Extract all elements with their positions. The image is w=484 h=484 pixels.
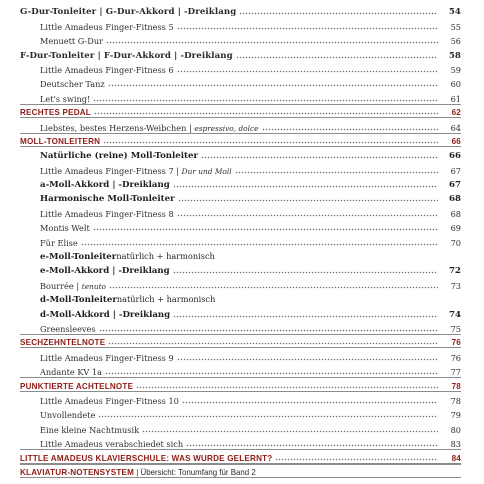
toc-page-number: 67 [438,166,461,176]
toc-entry-row[interactable] [20,75,461,89]
toc-entry-title-text: d-Moll-Tonleiter [40,295,117,306]
separator: | [186,122,195,133]
dot-leader [177,352,438,362]
toc-entry-title-text: Greensleeves [40,323,96,334]
toc-entry-title [40,22,177,32]
toc-section-row[interactable] [20,449,461,463]
toc-page-number: 55 [438,22,461,32]
toc-entry-title [40,123,262,133]
toc-entry-title-text: G-Dur-Tonleiter | G-Dur-Akkord | -Dreiklang [20,7,237,18]
toc-entry-title [40,223,93,233]
toc-entry-row[interactable] [20,204,461,218]
toc-page-number: 61 [438,94,461,104]
table-of-contents [20,3,461,478]
toc-entry-title-text: RECHTES PEDAL [20,108,91,118]
dot-leader [93,93,438,103]
toc-entry-row[interactable] [20,262,461,276]
toc-entry-row[interactable] [20,276,461,290]
dot-leader [275,452,438,462]
toc-page-number: 72 [438,266,461,276]
dot-leader [99,323,438,333]
toc-page-number: 70 [438,238,461,248]
toc-entry-row[interactable] [20,17,461,31]
toc-entry-title [40,294,218,305]
toc-entry-title-text: F-Dur-Tonleiter | F-Dur-Akkord | -Dreiklang [20,50,233,61]
dot-leader [103,135,438,145]
toc-page-number: 84 [438,454,461,463]
toc-entry-title [40,425,142,435]
toc-entry-title [40,324,99,334]
toc-entry-title-text: Little Amadeus Finger-Fitness 6 [40,64,174,75]
toc-entry-title [40,396,182,406]
toc-entry-title [40,166,235,176]
toc-section-row[interactable] [20,133,461,147]
toc-entry-row[interactable] [20,406,461,420]
toc-entry-title [20,454,275,463]
toc-entry-title [40,310,173,320]
toc-entry-title-text: a-Moll-Akkord | -Dreiklang [40,180,170,191]
toc-entry-title [20,7,239,17]
toc-entry-row[interactable] [20,435,461,449]
toc-entry-title [20,51,236,61]
toc-entry-title-text: Little Amadeus Finger-Fitness 10 [40,395,179,406]
dot-leader [177,64,438,74]
dot-leader [93,222,438,232]
toc-section-row[interactable] [20,334,461,348]
toc-entry-row[interactable] [20,219,461,233]
toc-entry-title-text: SECHZEHNTELNOTE [20,338,106,348]
toc-entry-row[interactable] [20,392,461,406]
toc-entry-title-text: KLAVIATUR-NOTENSYSTEM [20,467,135,477]
toc-page-number: 76 [438,353,461,363]
toc-entry-row[interactable] [20,291,461,305]
toc-entry-row[interactable] [20,89,461,103]
toc-entry-annotation: tenuto [81,281,107,291]
toc-page-number: 74 [438,310,461,320]
toc-entry-title-text: Für Elise [40,237,78,248]
toc-entry-title-text: Bourrée [40,280,74,291]
toc-page-number: 66 [438,137,461,146]
toc-entry-annotation: Dur und Moll [181,166,232,176]
dot-leader [177,21,438,31]
toc-entry-title [20,137,103,146]
dot-leader [106,35,438,45]
toc-entry-title-text: Unvollendete [40,410,96,421]
toc-page-number: 78 [438,382,461,391]
toc-entry-title-text: Liebstes, bestes Herzens-Weibchen [40,122,187,133]
toc-entry-row[interactable] [20,190,461,204]
toc-entry-title [40,410,98,420]
dot-leader [173,179,438,189]
toc-entry-title-text: LITTLE AMADEUS KLAVIERSCHULE: WAS WURDE GELERNT? [20,453,273,463]
separator: | [134,467,141,477]
toc-entry-title-text: Little Amadeus Finger-Fitness 8 [40,208,174,219]
dot-leader [262,122,438,132]
toc-page-number: 68 [438,194,461,204]
toc-page-number: 59 [438,65,461,75]
toc-entry-title-text: Little Amadeus Finger-Fitness 9 [40,352,174,363]
toc-entry-suffix: natürlich + harmonisch [116,251,215,262]
toc-entry-title [40,353,177,363]
separator: | [173,165,182,176]
toc-entry-row[interactable] [20,248,461,262]
toc-entry-title-text: e-Moll-Akkord | -Dreiklang [40,266,170,277]
toc-entry-title-text: Montis Welt [40,223,90,234]
dot-leader [98,409,438,419]
toc-entry-title [40,209,177,219]
toc-entry-title-text: d-Moll-Akkord | -Dreiklang [40,309,171,320]
toc-entry-title [20,108,94,117]
dot-leader [142,424,438,434]
toc-page-number: 66 [438,151,461,161]
toc-entry-title-text: e-Moll-Tonleiter [40,252,117,263]
toc-page-number: 69 [438,223,461,233]
toc-entry-suffix: natürlich + harmonisch [116,294,216,305]
toc-page-number: 54 [438,7,461,17]
dot-leader [177,208,438,218]
dot-leader [186,438,438,448]
toc-entry-row[interactable] [20,161,461,175]
dot-leader [173,309,438,319]
toc-page-number: 60 [438,79,461,89]
toc-page-number: 79 [438,410,461,420]
dot-leader [182,395,438,405]
toc-section-row[interactable] [20,464,461,478]
toc-entry-title-text: Let's swing! [40,93,91,104]
toc-entry-title [20,468,259,477]
toc-page-number: 75 [438,324,461,334]
dot-leader [235,165,438,175]
toc-page-number: 64 [438,123,461,133]
toc-entry-title-text: Harmonische Moll-Tonleiter [40,194,175,205]
toc-page-number: 83 [438,439,461,449]
toc-page-number: 68 [438,209,461,219]
toc-entry-title-text: PUNKTIERTE ACHTELNOTE [20,381,134,391]
toc-page-number: 76 [438,338,461,347]
toc-entry-title-text: Natürliche (reine) Moll-Tonleiter [40,151,199,162]
toc-page-number: 73 [438,281,461,291]
separator: | [73,280,82,291]
toc-entry-title-text: Little Amadeus Finger-Fitness 7 [40,165,174,176]
dot-leader [239,6,438,16]
dot-leader [94,106,438,116]
toc-entry-title [40,180,173,190]
toc-entry-annotation: espressivo, dolce [194,123,259,133]
toc-page-number: 80 [438,425,461,435]
toc-entry-title [40,367,105,377]
toc-entry-title [40,439,186,449]
toc-entry-title-text: Andante KV 1a [40,367,103,378]
toc-section-row[interactable] [20,377,461,391]
toc-entry-title-text: Little Amadeus verabschiedet sich [40,439,184,450]
toc-entry-title [20,382,136,391]
toc-entry-title [40,251,218,262]
toc-entry-row[interactable] [20,46,461,60]
toc-entry-title [40,94,93,104]
toc-entry-row[interactable] [20,147,461,161]
toc-entry-row[interactable] [20,61,461,75]
toc-entry-title-text: Menuett G-Dur [40,36,104,47]
dot-leader [81,237,438,247]
toc-page-number: 58 [438,51,461,61]
dot-leader [109,280,438,290]
toc-entry-row[interactable] [20,305,461,319]
toc-entry-title [40,36,106,46]
toc-entry-title-text: Eine kleine Nachtmusik [40,424,140,435]
dot-leader [105,366,438,376]
toc-page-number: 77 [438,367,461,377]
toc-page-number: 78 [438,396,461,406]
toc-entry-row[interactable] [20,118,461,132]
toc-entry-row[interactable] [20,320,461,334]
dot-leader [236,50,438,60]
toc-entry-title [20,338,108,347]
toc-entry-title [40,281,109,291]
toc-entry-row[interactable] [20,233,461,247]
toc-entry-row[interactable] [20,348,461,362]
toc-entry-title [40,151,201,161]
dot-leader [108,336,438,346]
toc-entry-title [40,194,178,204]
toc-entry-row[interactable] [20,32,461,46]
toc-entry-subtitle: Übersicht: Tonumfang für Band 2 [140,467,256,477]
toc-entry-row[interactable] [20,363,461,377]
dot-leader [108,78,438,88]
toc-entry-row[interactable] [20,420,461,434]
toc-entry-title-text: Little Amadeus Finger-Fitness 5 [40,21,174,32]
dot-leader [136,380,438,390]
toc-entry-row[interactable] [20,176,461,190]
toc-entry-title-text: MOLL-TONLEITERN [20,136,101,146]
toc-entry-title [40,79,108,89]
toc-section-row[interactable] [20,104,461,118]
dot-leader [173,265,438,275]
toc-page-number: 67 [438,180,461,190]
toc-entry-title-text: Deutscher Tanz [40,79,105,90]
dot-leader [201,150,438,160]
toc-entry-title [40,238,81,248]
toc-page-number: 62 [438,108,461,117]
toc-page-number: 56 [438,36,461,46]
toc-entry-title [40,266,173,276]
toc-entry-title [40,65,177,75]
toc-entry-row[interactable] [20,3,461,17]
dot-leader [178,193,438,203]
